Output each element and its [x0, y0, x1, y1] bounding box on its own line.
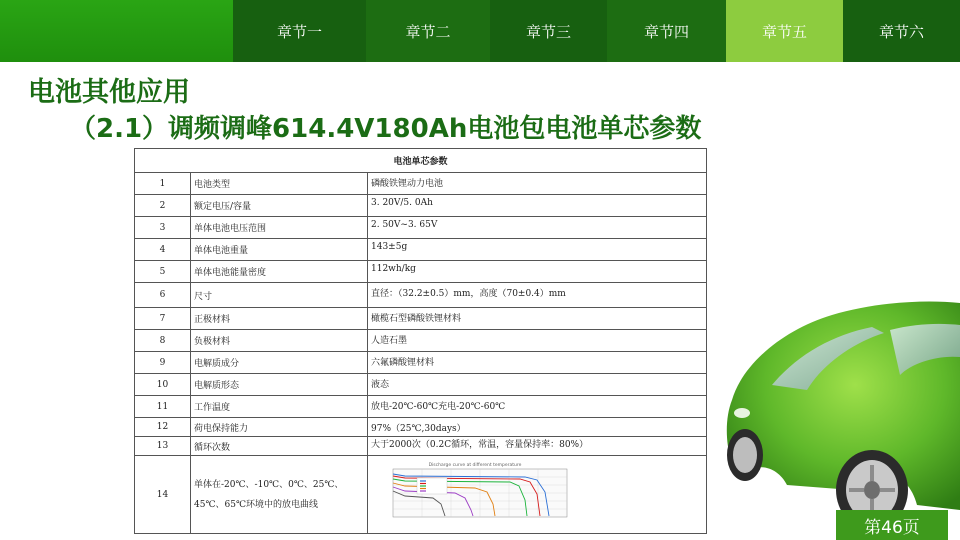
curve-title: Discharge curve at different temperature [428, 463, 522, 468]
row-number: 12 [135, 418, 191, 437]
table-header: 电池单芯参数 [135, 149, 707, 173]
row-number: 7 [135, 308, 191, 330]
row-name: 额定电压/容量 [191, 195, 368, 217]
row-name: 工作温度 [191, 396, 368, 418]
row-value: 直径：（32.2±0.5）mm，高度（70±0.4）mm [368, 283, 707, 308]
tab-label: 章节一 [276, 22, 322, 41]
discharge-curve-cell [368, 456, 707, 534]
tab-chapter-1[interactable] [233, 0, 366, 62]
row-number: 11 [135, 396, 191, 418]
row-value: 液态 [368, 374, 707, 396]
cell-parameter-table [134, 148, 706, 540]
row-name: 单体在-20℃、-10℃、0℃、25℃、45℃、65℃环境中的放电曲线 [191, 456, 368, 534]
tab-chapter-5[interactable] [726, 0, 843, 62]
row-name: 电解质形态 [191, 374, 368, 396]
row-value: 放电-20℃-60℃充电-20℃-60℃ [368, 396, 707, 418]
row-value: 112wh/kg [368, 261, 707, 283]
header-bar [0, 0, 233, 62]
row-number: 10 [135, 374, 191, 396]
row-name: 正极材料 [191, 308, 368, 330]
row-number: 8 [135, 330, 191, 352]
row-value: 磷酸铁锂动力电池 [368, 173, 707, 195]
row-name: 电解质成分 [191, 352, 368, 374]
row-name: 荷电保持能力 [191, 418, 368, 437]
page-subtitle: （2.1）调频调峰614.4V180Ah电池包电池单芯参数 [70, 114, 702, 144]
discharge-curve-image [375, 460, 575, 526]
row-number: 1 [135, 173, 191, 195]
row-number: 9 [135, 352, 191, 374]
table-row [135, 374, 707, 396]
row-value: 橄榄石型磷酸铁锂材料 [368, 308, 707, 330]
row-name: 尺寸 [191, 283, 368, 308]
table-row [135, 437, 707, 456]
row-value: 3. 20V/5. 0Ah [368, 195, 707, 217]
tab-label: 章节五 [761, 22, 807, 41]
row-value: 人造石墨 [368, 330, 707, 352]
table-header-row [135, 149, 707, 173]
tab-label: 章节三 [525, 22, 571, 41]
table-row [135, 283, 707, 308]
tab-chapter-6[interactable] [843, 0, 960, 62]
row-value: 97%（25℃,30days） [368, 418, 707, 437]
tab-chapter-4[interactable] [607, 0, 726, 62]
table-row [135, 261, 707, 283]
row-number: 13 [135, 437, 191, 456]
row-number: 6 [135, 283, 191, 308]
tab-chapter-2[interactable] [366, 0, 490, 62]
row-name: 单体电池重量 [191, 239, 368, 261]
tab-label: 章节二 [405, 22, 451, 41]
tab-label: 章节六 [878, 22, 924, 41]
table-row [135, 418, 707, 437]
tab-chapter-3[interactable] [490, 0, 607, 62]
row-value: 2. 50V~3. 65V [368, 217, 707, 239]
row-number: 2 [135, 195, 191, 217]
table-row [135, 456, 707, 534]
page-title: 电池其他应用 [28, 77, 190, 108]
row-number: 5 [135, 261, 191, 283]
table-row [135, 217, 707, 239]
row-name: 单体电池能量密度 [191, 261, 368, 283]
table-row [135, 195, 707, 217]
row-value: 大于2000次（0.2C循环，常温，容量保持率：80%） [368, 437, 707, 456]
row-name: 单体电池电压范围 [191, 217, 368, 239]
row-number: 4 [135, 239, 191, 261]
row-number: 14 [135, 456, 191, 534]
tab-label: 章节四 [643, 22, 689, 41]
row-name: 循环次数 [191, 437, 368, 456]
chapter-nav [233, 0, 960, 62]
table-row [135, 352, 707, 374]
row-number: 3 [135, 217, 191, 239]
page-number-badge: 第46页 [836, 510, 948, 540]
green-grass-car-image [712, 285, 960, 540]
table-row [135, 239, 707, 261]
row-name: 负极材料 [191, 330, 368, 352]
table-row [135, 173, 707, 195]
table-row [135, 308, 707, 330]
row-value: 六氟磷酸锂材料 [368, 352, 707, 374]
table-row [135, 396, 707, 418]
row-name: 电池类型 [191, 173, 368, 195]
row-value: 143±5g [368, 239, 707, 261]
table-row [135, 330, 707, 352]
